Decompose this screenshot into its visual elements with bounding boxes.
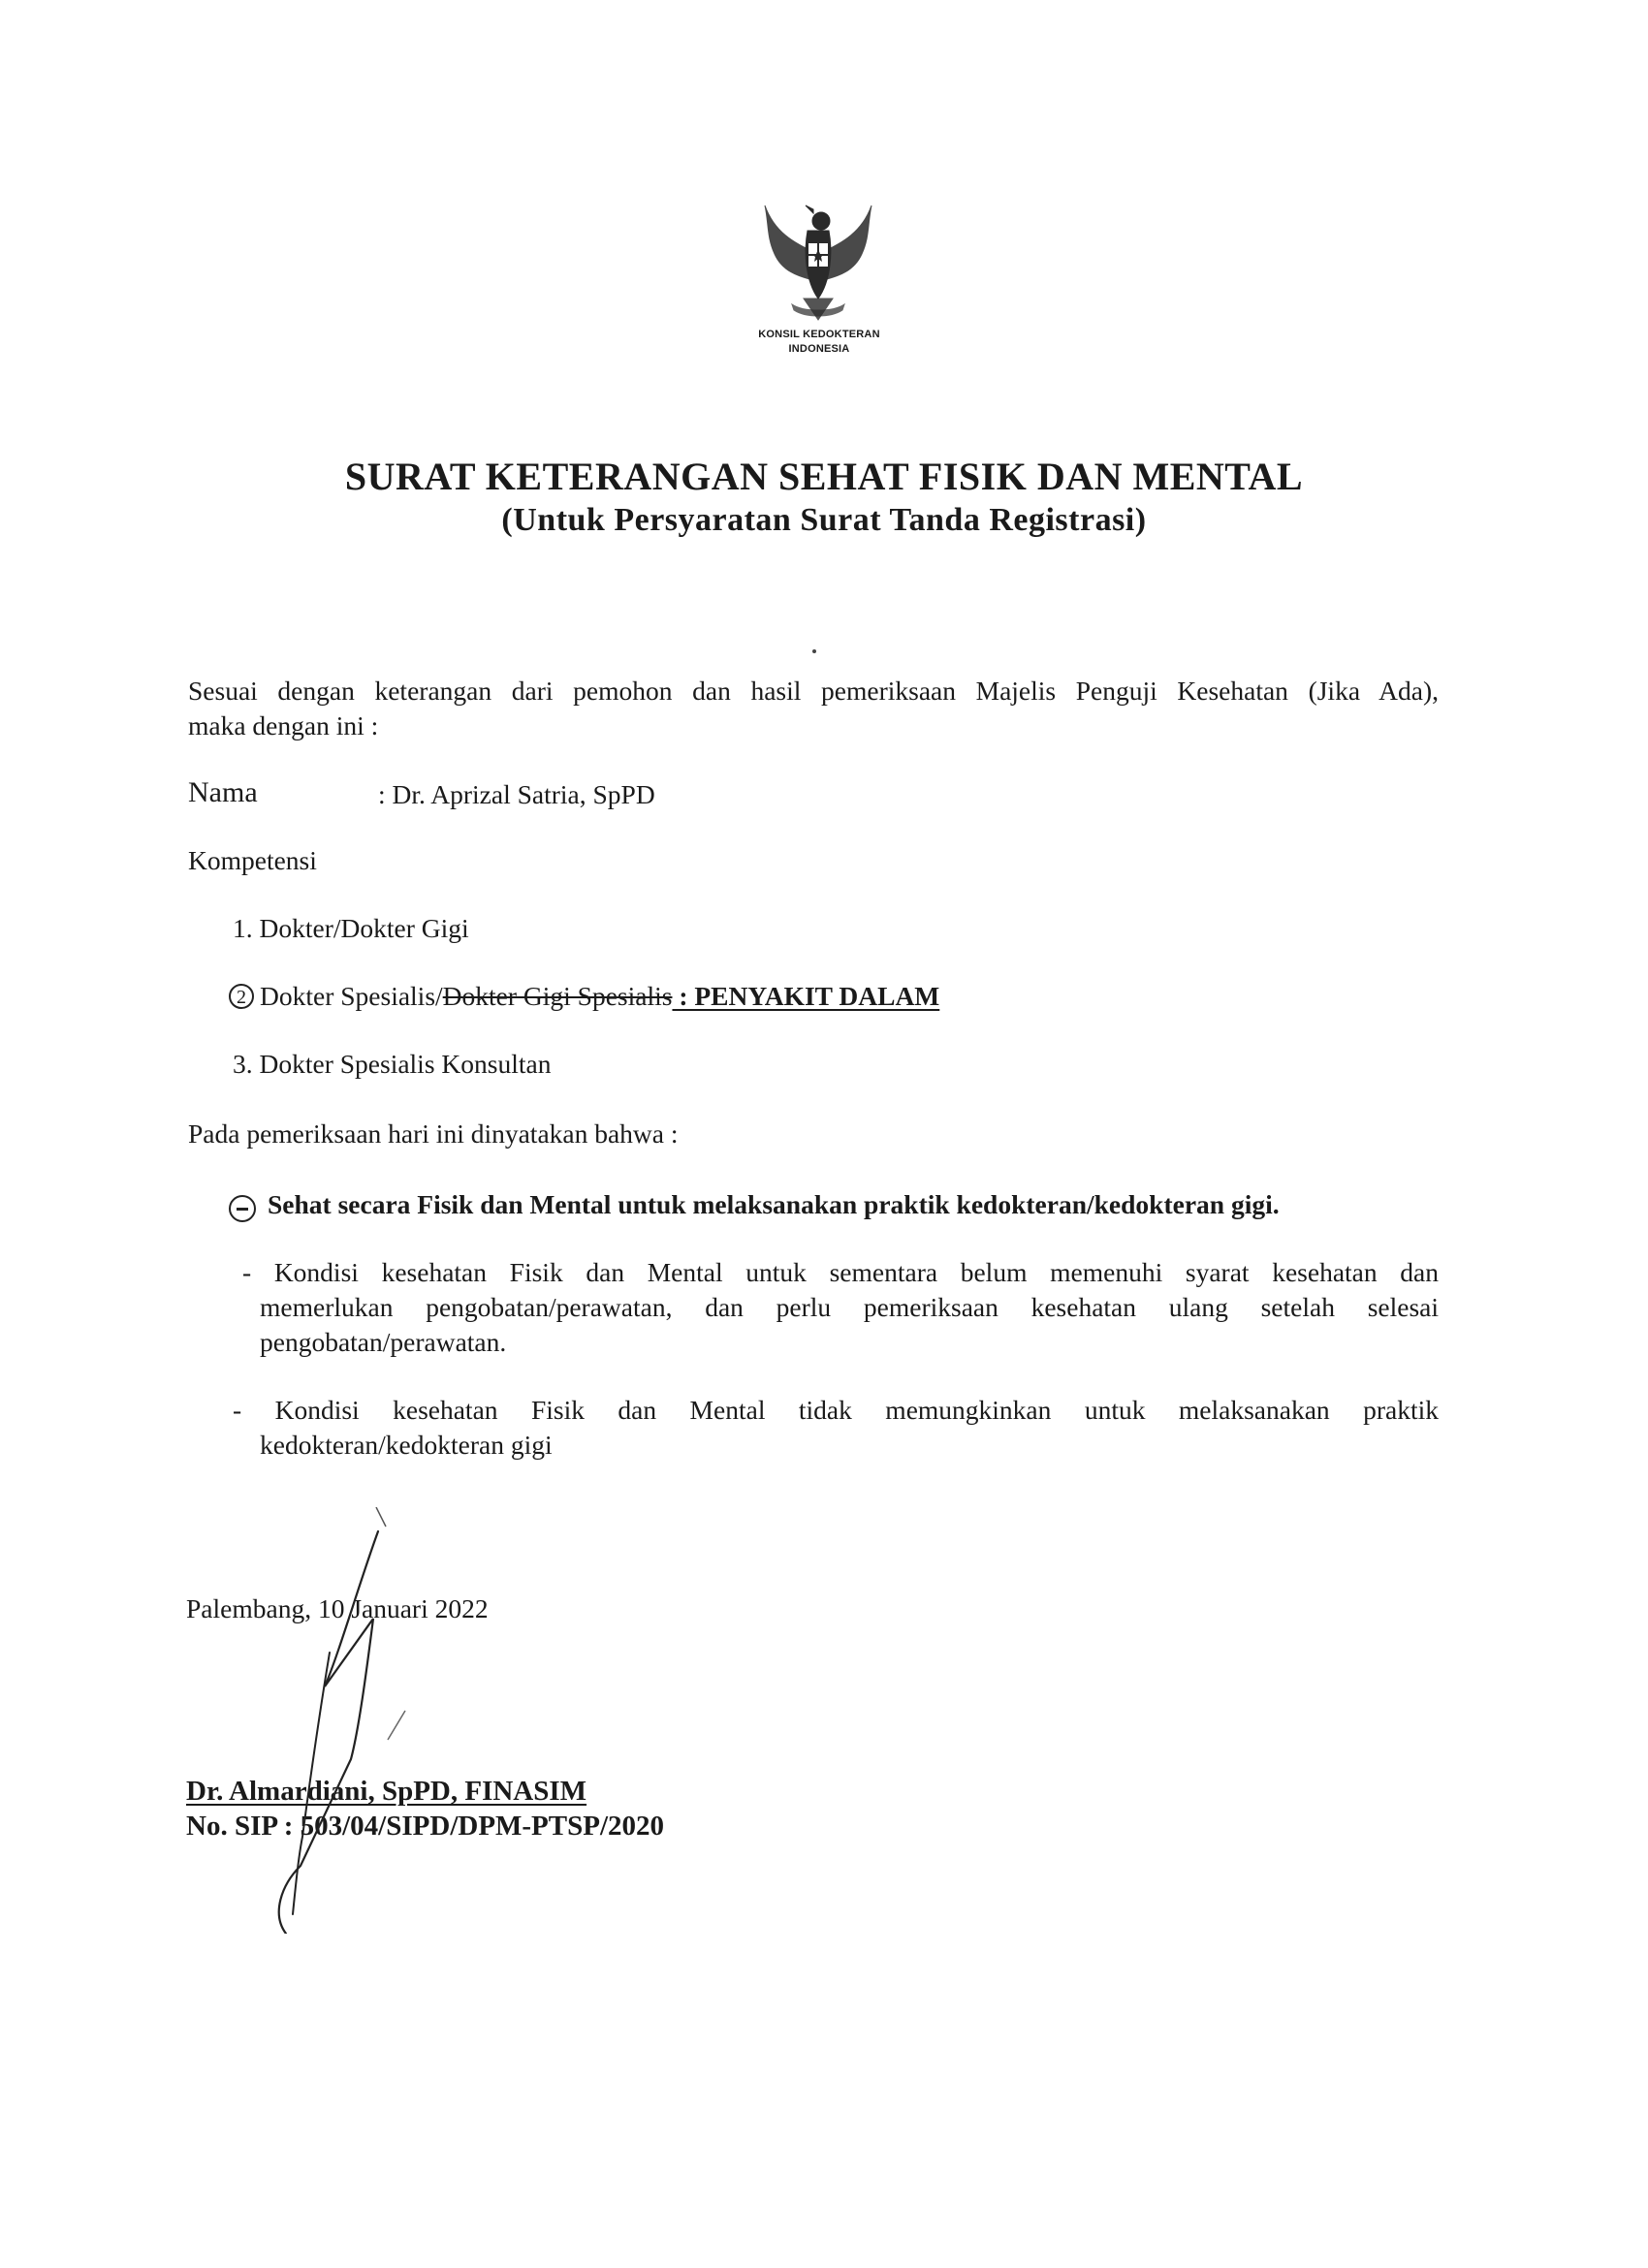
org-line-2: INDONESIA (788, 343, 850, 355)
organization-label (669, 328, 969, 357)
finding-selected: Sehat secara Fisik dan Mental untuk melaksanakan praktik kedokteran/kedokteran gigi. (268, 1189, 1280, 1219)
specialty-value: : PENYAKIT DALAM (672, 981, 940, 1011)
sip-number: No. SIP : 503/04/SIPD/DPM-PTSP/2020 (186, 1811, 665, 1842)
competence-item-2-text: Dokter Spesialis/ (260, 981, 443, 1011)
competence-item-2 (229, 979, 939, 1014)
intro-line-1: Sesuai dengan keterangan dari pemohon dan hasil pemeriksaan Majelis Penguji Kesehatan (Jika Ada), (188, 676, 1439, 706)
document-subtitle: (Untuk Persyaratan Surat Tanda Registrasi) (501, 502, 1147, 538)
intro-line-2: maka dengan ini : (188, 710, 379, 740)
garuda-emblem-icon (745, 184, 891, 330)
findings-intro: Pada pemeriksaan hari ini dinyatakan bahwa : (188, 1118, 679, 1149)
finding-option-2-line-2: memerlukan pengobatan/perawatan, dan perlu pemeriksaan kesehatan ulang setelah selesai (260, 1292, 1439, 1322)
doctor-name: Dr. Almardiani, SpPD, FINASIM (186, 1776, 587, 1807)
competence-item-3: 3. Dokter Spesialis Konsultan (233, 1049, 552, 1079)
circled-number: 2 (229, 984, 254, 1009)
competence-label: Kompetensi (188, 845, 317, 875)
finding-option-3-line-2: kedokteran/kedokteran gigi (260, 1430, 553, 1460)
finding-option-2-line-1: - Kondisi kesehatan Fisik dan Mental untuk sementara belum memenuhi syarat kesehatan dan (242, 1257, 1439, 1287)
scan-speck (812, 649, 816, 653)
competence-item-2-struck: Dokter Gigi Spesialis (442, 981, 673, 1011)
org-line-1: KONSIL KEDOKTERAN (758, 329, 880, 340)
competence-item-1: 1. Dokter/Dokter Gigi (233, 913, 469, 943)
document-title: SURAT KETERANGAN SEHAT FISIK DAN MENTAL (344, 455, 1304, 498)
name-label: Nama (188, 776, 258, 808)
signature-icon (242, 1507, 436, 1934)
finding-option-2-line-3: pengobatan/perawatan. (260, 1327, 507, 1357)
finding-option-3-line-1: - Kondisi kesehatan Fisik dan Mental tidak memungkinkan untuk melaksanakan praktik (233, 1395, 1439, 1425)
selected-mark-icon (229, 1195, 256, 1222)
place-date: Palembang, 10 Januari 2022 (186, 1593, 489, 1623)
name-value: : Dr. Aprizal Satria, SpPD (378, 779, 655, 809)
